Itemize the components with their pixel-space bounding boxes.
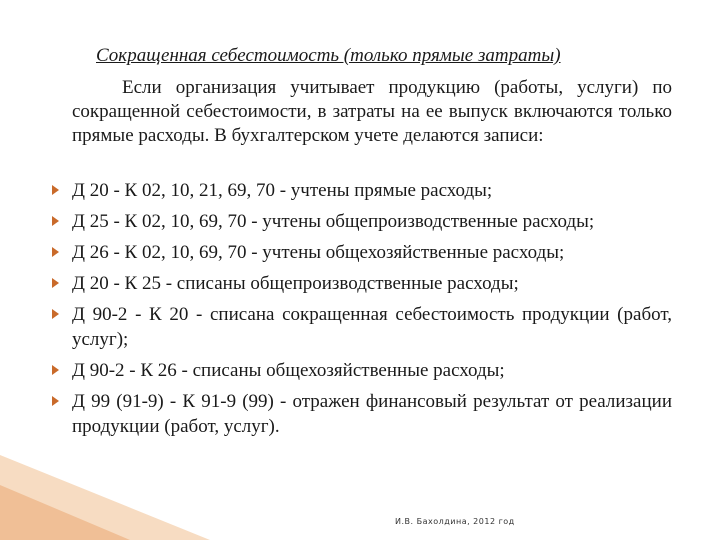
- list-item: [72, 302, 672, 352]
- bullet-arrow-icon: [52, 309, 59, 319]
- entry-text: Д 99 (91-9) - К 91-9 (99) - отражен финансовый результат от реализации продукции (работ, услуг).: [72, 391, 672, 437]
- bullet-arrow-icon: [52, 247, 59, 257]
- entries-list: [72, 178, 672, 445]
- bullet-arrow-icon: [52, 185, 59, 195]
- bullet-arrow-icon: [52, 396, 59, 406]
- bullet-arrow-icon: [52, 216, 59, 226]
- list-item: [72, 178, 672, 203]
- entry-text: Д 25 - К 02, 10, 69, 70 - учтены общепроизводственные расходы;: [72, 211, 595, 232]
- entry-text: Д 90-2 - К 26 - списаны общехозяйственные расходы;: [72, 360, 505, 381]
- slide-title: Сокращенная себестоимость (только прямые затраты): [96, 45, 561, 66]
- list-item: [72, 271, 672, 296]
- list-item: [72, 240, 672, 265]
- bullet-arrow-icon: [52, 278, 59, 288]
- bullet-arrow-icon: [52, 365, 59, 375]
- footer-author: И.В. Бахолдина, 2012 год: [395, 517, 515, 526]
- list-item: [72, 389, 672, 439]
- entry-text: Д 20 - К 02, 10, 21, 69, 70 - учтены прямые расходы;: [72, 180, 493, 201]
- entry-text: Д 90-2 - К 20 - списана сокращенная себестоимость продукции (работ, услуг);: [72, 304, 672, 350]
- list-item: [72, 358, 672, 383]
- intro-paragraph: Если организация учитывает продукцию (работы, услуги) по сокращенной себестоимости, в затраты на ее выпуск включаются только прямые расходы. В бухгалтерском учете делаются записи:: [72, 77, 672, 146]
- entry-text: Д 20 - К 25 - списаны общепроизводственные расходы;: [72, 273, 519, 294]
- entry-text: Д 26 - К 02, 10, 69, 70 - учтены общехозяйственные расходы;: [72, 242, 565, 263]
- list-item: [72, 209, 672, 234]
